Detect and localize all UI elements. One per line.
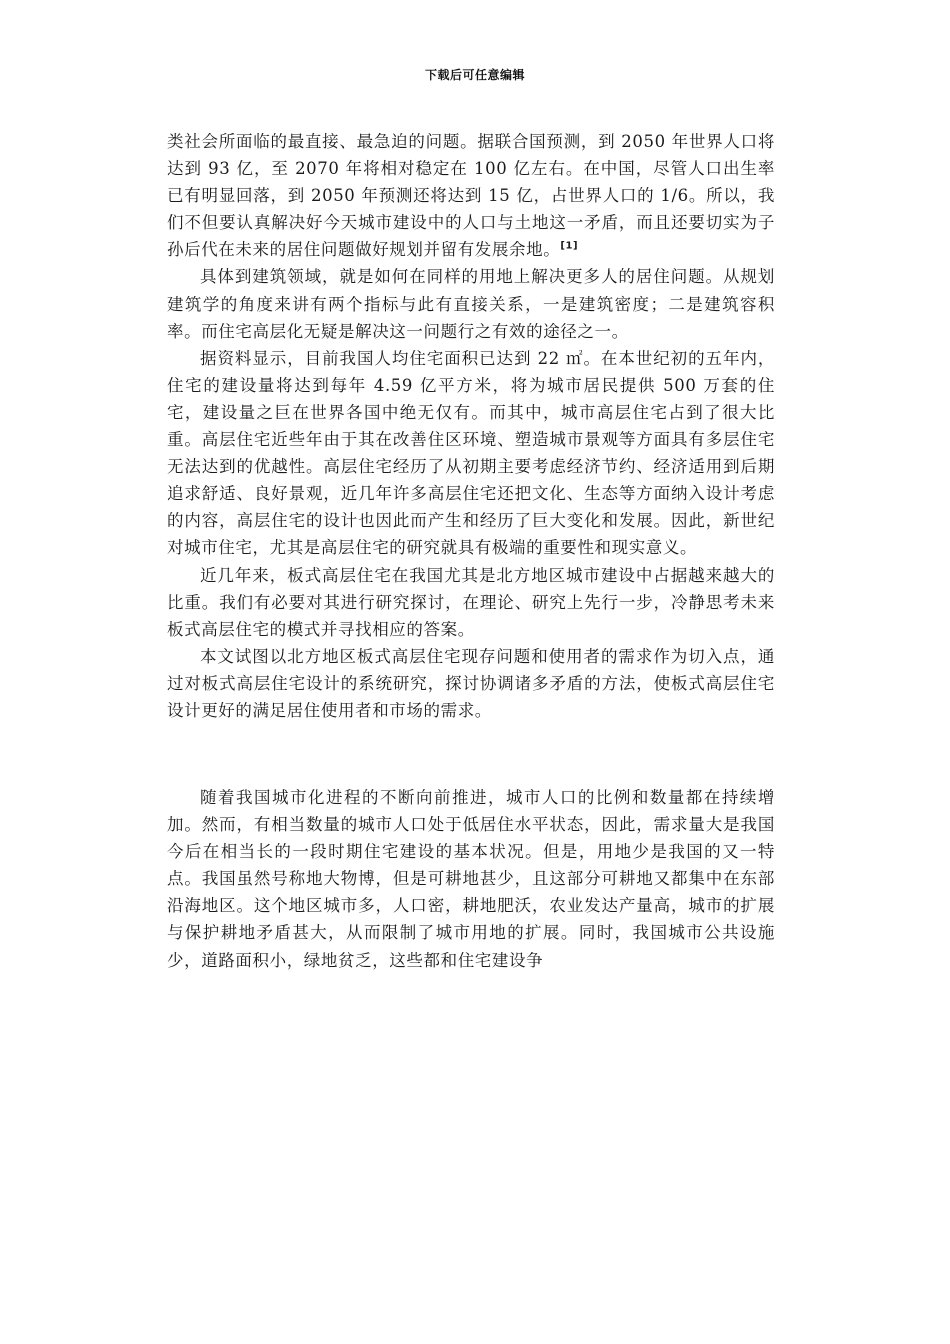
paragraph-urbanization-land: 随着我国城市化进程的不断向前推进，城市人口的比例和数量都在持续增加。然而，有相当数量的城市人口处于低居住水平状态，因此，需求量大是我国今后在相当长的一段时期住宅建设的基本状况。但是，用地少是我国的又一特点。我国虽然号称地大物博，但是可耕地甚少，且这部分可耕地又都集中在东部沿海地区。这个地区城市多，人口密，耕地肥沃，农业发达产量高，城市的扩展与保护耕地矛盾甚大，从而限制了城市用地的扩展。同时，我国城市公共设施少，道路面积小，绿地贫乏，这些都和住宅建设争: [167, 788, 775, 970]
paragraph-population-forecast: [167, 128, 775, 263]
citation-reference[interactable]: [1]: [560, 240, 579, 252]
paragraph-slab-highrise-trend: 近几年来，板式高层住宅在我国尤其是北方地区城市建设中占据越来越大的比重。我们有必要对其进行研究探讨，在理论、研究上先行一步，冷静思考未来板式高层住宅的模式并寻找相应的答案。: [167, 565, 775, 639]
paragraph-text: 类社会所面临的最直接、最急迫的问题。据联合国预测，到 2050 年世界人口将达到 93 亿，至 2070 年将相对稳定在 100 亿左右。在中国，尽管人口出生率已有明显回落，到 2050 年预测还将达到 15 亿，占世界人口的 1/6。所以，我们不但要认真解决好今天城市建设中的人口与土地这一矛盾，而且还要切实为子孙后代在未来的居住问题做好规划并留有发展余地。: [167, 132, 775, 260]
document-body-section-1: [167, 128, 775, 724]
document-body-section-2: [167, 784, 775, 974]
paragraph-building-density: 具体到建筑领域，就是如何在同样的用地上解决更多人的居住问题。从规划建筑学的角度来讲有两个指标与此有直接关系，一是建筑密度；二是建筑容积率。而住宅高层化无疑是解决这一问题行之有效的途径之一。: [167, 267, 775, 341]
page-header-note: 下载后可任意编辑: [424, 68, 525, 82]
paragraph-housing-statistics: 据资料显示，目前我国人均住宅面积已达到 22 ㎡。在本世纪初的五年内，住宅的建设量将达到每年 4.59 亿平方米，将为城市居民提供 500 万套的住宅，建设量之巨在世界各国中绝无仅有。而其中，城市高层住宅占到了很大比重。高层住宅近些年由于其在改善住区环境、塑造城市景观等方面具有多层住宅无法达到的优越性。高层住宅经历了从初期主要考虑经济节约、经济适用到后期追求舒适、良好景观，近几年许多高层住宅还把文化、生态等方面纳入设计考虑的内容，高层住宅的设计也因此而产生和经历了巨大变化和发展。因此，新世纪对城市住宅，尤其是高层住宅的研究就具有极端的重要性和现实意义。: [167, 348, 775, 558]
paragraph-study-purpose: 本文试图以北方地区板式高层住宅现存问题和使用者的需求作为切入点，通过对板式高层住宅设计的系统研究，探讨协调诸多矛盾的方法，使板式高层住宅设计更好的满足居住使用者和市场的需求。: [167, 646, 775, 720]
